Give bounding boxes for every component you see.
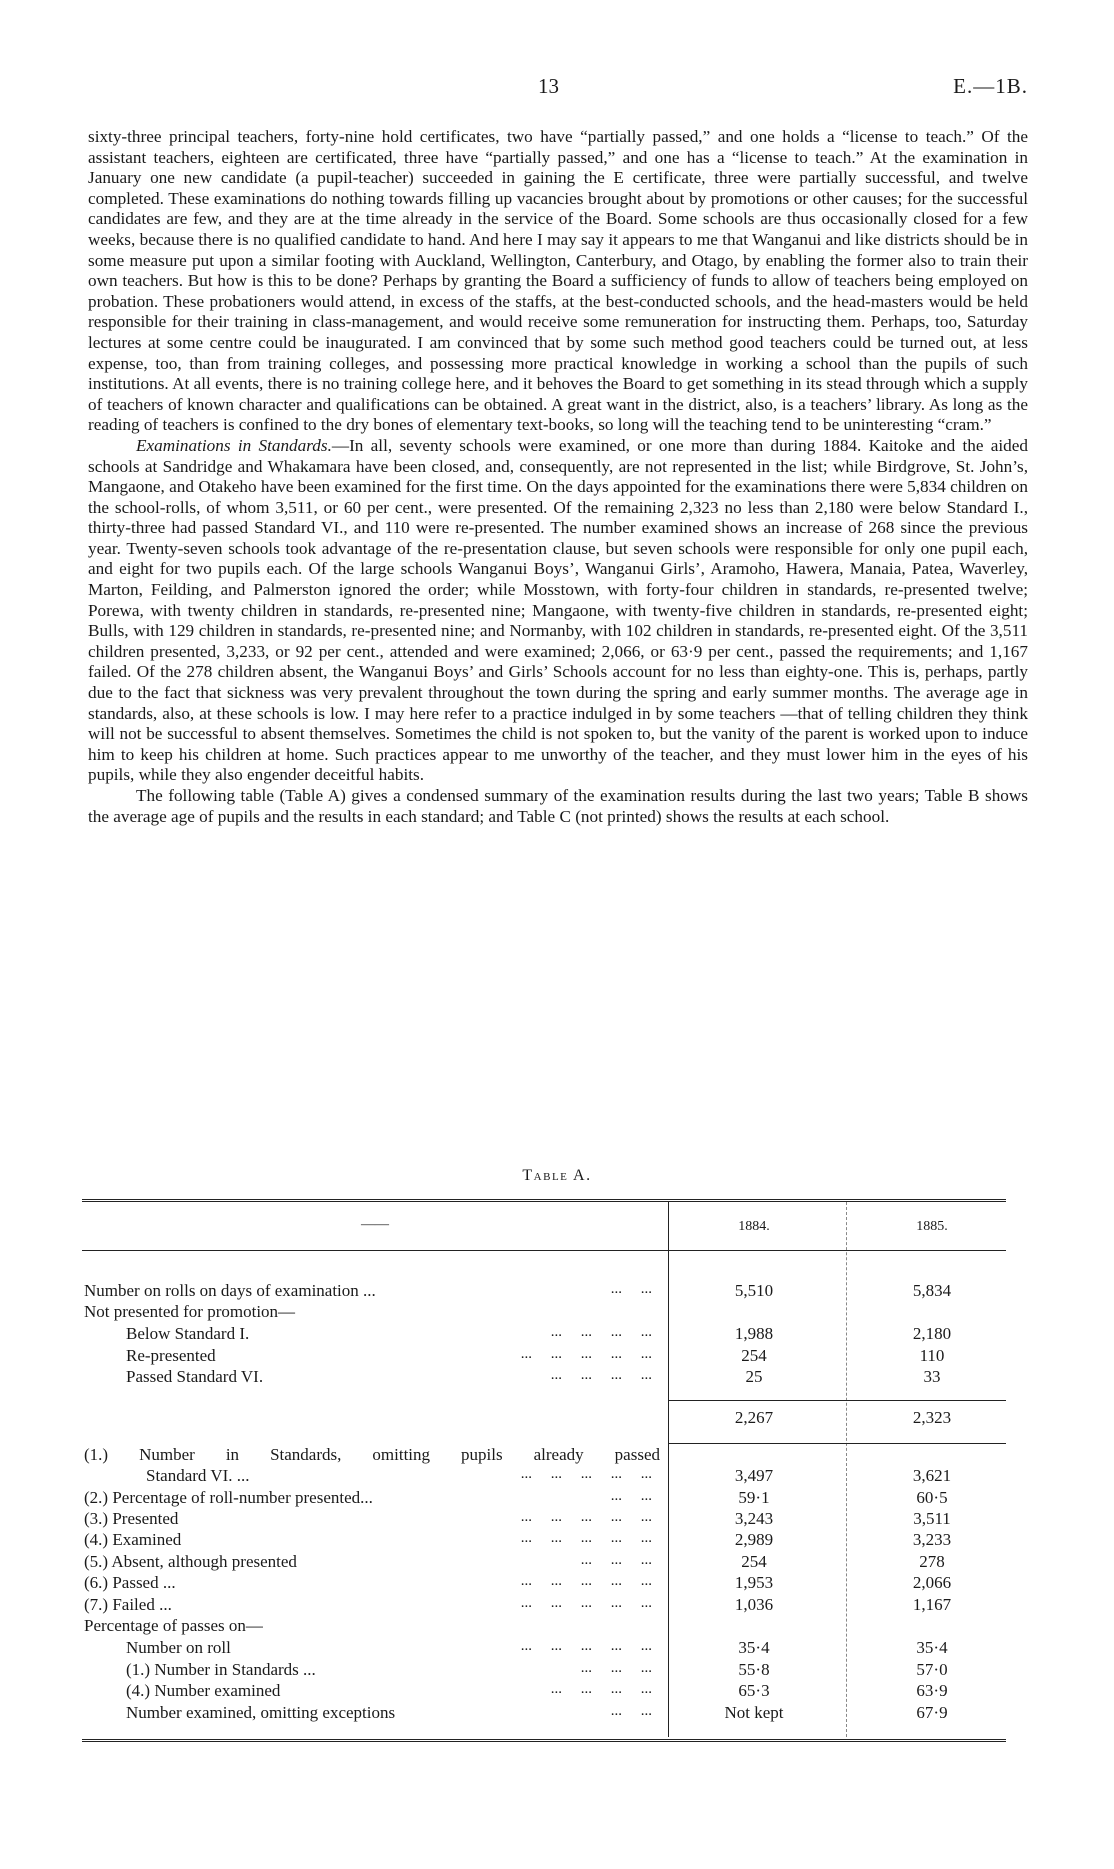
- table-row-label: Not presented for promotion—: [84, 1302, 296, 1321]
- table-row-label: (4.) Examined: [84, 1530, 182, 1549]
- table-cell-1885: 2,180: [912, 1324, 952, 1343]
- table-cell-1885: 33: [923, 1367, 941, 1386]
- table-row-label: Number on roll: [126, 1638, 231, 1657]
- table-header-rule: [82, 1250, 1006, 1251]
- table-row-label: (4.) Number examined: [126, 1681, 281, 1700]
- table-row-label: (2.) Percentage of roll-number presented...: [84, 1488, 373, 1507]
- table-cell-1884: 5,510: [734, 1281, 774, 1300]
- table-cell-1885: 3,621: [912, 1466, 952, 1485]
- table-cell-1885: 2,066: [912, 1573, 952, 1592]
- table-row-leader-dots: ... ... ... ... ...: [520, 1530, 652, 1546]
- table-row-label: Below Standard I.: [126, 1324, 250, 1343]
- table-cell-1884: 35·4: [738, 1638, 770, 1657]
- table-cell-1885: 3,233: [912, 1530, 952, 1549]
- table-cell-1884: 254: [741, 1552, 767, 1571]
- table-cell-1884: 3,243: [734, 1509, 774, 1528]
- table-row-leader-dots: ... ... ... ... ...: [520, 1346, 652, 1362]
- paragraph-examinations: [88, 436, 1028, 786]
- table-row-leader-dots: ... ... ... ...: [550, 1367, 652, 1383]
- table-subtotal-rule: [668, 1400, 1006, 1401]
- table-row-leader-dots: ... ... ... ... ...: [520, 1509, 652, 1525]
- table-cell-1885: 3,511: [913, 1509, 951, 1528]
- table-cell-1884: 3,497: [734, 1466, 774, 1485]
- table-bottom-rule: [82, 1739, 1006, 1742]
- table-cell-1885: 1,167: [912, 1595, 952, 1614]
- table-cell-1884: 25: [745, 1367, 763, 1386]
- table-cell-1884: 55·8: [738, 1660, 770, 1679]
- body-text: [88, 127, 1028, 827]
- table-row-label: (1.) Number in Standards ...: [126, 1660, 316, 1679]
- table-caption: Table A.: [522, 1167, 592, 1184]
- table-row-label: (3.) Presented: [84, 1509, 179, 1528]
- table-row-leader-dots: ... ... ...: [580, 1660, 652, 1676]
- table-column-divider: [846, 1202, 847, 1737]
- table-cell-1885: 60·5: [916, 1488, 948, 1507]
- table-cell-1885: 67·9: [916, 1703, 948, 1722]
- table-row-label: Number on rolls on days of examination ...: [84, 1281, 376, 1300]
- table-row-label: (1.) Number in Standards, omitting pupils already passed: [84, 1445, 660, 1464]
- table-subtotal-rule: [668, 1443, 1006, 1444]
- table-cell-1885: 57·0: [916, 1660, 948, 1679]
- paragraph-table-intro: The following table (Table A) gives a condensed summary of the examination results during the last two years; Table B shows the average age of pupils and the results in each standard; and Table C (not printed) shows the results at each school.: [88, 786, 1028, 826]
- table-row-label: Percentage of passes on—: [84, 1616, 263, 1635]
- table-cell-1885: 5,834: [912, 1281, 952, 1300]
- section-heading-examinations: Examinations in Standards.: [136, 435, 332, 455]
- table-row-leader-dots: ... ... ...: [580, 1552, 652, 1568]
- table-row-label: (6.) Passed ...: [84, 1573, 176, 1592]
- table-cell-1884: Not kept: [724, 1703, 784, 1722]
- table-cell-1884: 254: [741, 1346, 767, 1365]
- table-row-label: Passed Standard VI.: [126, 1367, 264, 1386]
- document-reference: E.—1B.: [953, 74, 1028, 98]
- table-cell-1885: 63·9: [916, 1681, 948, 1700]
- table-row-leader-dots: ... ... ... ...: [550, 1681, 652, 1697]
- table-cell-1884: 1,953: [734, 1573, 774, 1592]
- table-stub-header: ——: [361, 1217, 389, 1232]
- table-cell-1885: 110: [919, 1346, 945, 1365]
- paragraph-teachers: sixty-three principal teachers, forty-nine hold certificates, two have “partially passed,” and one holds a “license to teach.” Of the assistant teachers, eighteen are certificated, three have “partially passed,” and one has a “license to teach.” At the examination in January one new candidate (a pupil-teacher) succeeded in gaining the E certificate, three were partially successful, and twelve completed. These examinations do nothing towards filling up vacancies brought about by promotions or other causes; for the successful candidates are few, and they are at the time already in the service of the Board. Some schools are thus occasionally closed for a few weeks, because there is no qualified candidate to hand. And here I may say it appears to me that Wanganui and like districts should be in some measure put upon a similar footing with Auckland, Wellington, Canterbury, and Otago, by enabling the former also to train their own teachers. But how is this to be done? Perhaps by granting the Board a sufficiency of funds to allow of teachers being employed on probation. These probationers would attend, in excess of the staffs, at the best-conducted schools, and the head-masters would be held responsible for their training in class-management, and would receive some remuneration for instructing them. Perhaps, too, Saturday lectures at some centre could be inaugurated. I am convinced that by some such method good teachers could be turned out, at less expense, too, than from training colleges, and possessing more practical knowledge in working a school than the pupils of such institutions. At all events, there is no training college here, and it behoves the Board to get something in its stead through which a supply of teachers of known character and qualifications can be obtained. A great want in the district, also, is a teachers’ library. As long as the reading of teachers is confined to the dry bones of elementary text-books, so long will the teaching tend to be uninteresting “cram.”: [88, 127, 1028, 435]
- table-row-leader-dots: ... ... ... ... ...: [520, 1595, 652, 1611]
- table-row-leader-dots: ... ... ... ... ...: [520, 1573, 652, 1589]
- table-row-label: Re-presented: [126, 1346, 216, 1365]
- table-row-leader-dots: ... ... ... ... ...: [520, 1466, 652, 1482]
- table-cell-1885: 35·4: [916, 1638, 948, 1657]
- table-cell-1884: 1,988: [734, 1324, 774, 1343]
- table-row-label: Standard VI. ...: [146, 1466, 250, 1485]
- page-number: 13: [538, 74, 559, 98]
- table-row-label: (7.) Failed ...: [84, 1595, 172, 1614]
- table-cell-1884: 65·3: [738, 1681, 770, 1700]
- table-cell-1884: 1,036: [734, 1595, 774, 1614]
- table-row-leader-dots: ... ...: [610, 1703, 652, 1719]
- table-cell-1885: 2,323: [912, 1408, 952, 1427]
- table-cell-1885: 278: [919, 1552, 945, 1571]
- table-top-rule: [82, 1199, 1006, 1202]
- page-header: [88, 74, 1028, 104]
- table-row-label: (5.) Absent, although presented: [84, 1552, 297, 1571]
- table-cell-1884: 59·1: [738, 1488, 770, 1507]
- table-header-1885: 1885.: [916, 1219, 948, 1234]
- table-row-leader-dots: ... ... ... ...: [550, 1324, 652, 1340]
- paragraph-examinations-text: —In all, seventy schools were examined, or one more than during 1884. Kaitoke and the aided schools at Sandridge and Whakamara have been closed, and, consequently, are not represented in the list; while Birdgrove, St. John’s, Mangaone, and Otakeho have been examined for the first time. On the days appointed for the examinations there were 5,834 children on the school-rolls, of whom 3,511, or 60 per cent., were presented. Of the remaining 2,323 no less than 2,180 were below Standard I., thirty-three had passed Standard VI., and 110 were re-presented. The number examined shows an increase of 268 since the previous year. Twenty-seven schools took advantage of the re-presentation clause, but seven schools were responsible for only one pupil each, and eight for two pupils each. Of the large schools Wanganui Boys’, Wanganui Girls’, Aramoho, Hawera, Manaia, Patea, Waverley, Marton, Feilding, and Palmerston ignored the order; while Mosstown, with forty-four children in standards, re-presented twelve; Porewa, with twenty children in standards, re-presented nine; Mangaone, with twenty-five children in standards, re-presented eight; Bulls, with 129 children in standards, re-presented nine; and Normanby, with 102 children in standards, re-presented eight. Of the 3,511 children presented, 3,233, or 92 per cent., attended and were examined; 2,066, or 63·9 per cent., passed the requirements; and 1,167 failed. Of the 278 children absent, the Wanganui Boys’ and Girls’ Schools account for no less than eighty-one. This is, perhaps, partly due to the fact that sickness was very prevalent throughout the town during the spring and early summer months. The average age in standards, also, at these schools is low. I may here refer to a practice indulged in by some teachers —that of telling children they think will not be successful to absent themselves. Sometimes the child is not spoken to, but the vanity of the parent is worked upon to induce him to keep his children at home. Such practices appear to me unworthy of the teacher, and they must lower him in the eyes of his pupils, while they also engender deceitful habits.: [88, 435, 1028, 785]
- table-row-leader-dots: ... ...: [610, 1488, 652, 1504]
- table-cell-1884: 2,267: [734, 1408, 774, 1427]
- table-row-label: Number examined, omitting exceptions: [126, 1703, 396, 1722]
- table-header-1884: 1884.: [738, 1219, 770, 1234]
- table-row-leader-dots: ... ... ... ... ...: [520, 1638, 652, 1654]
- table-row-leader-dots: ... ...: [610, 1281, 652, 1297]
- table-column-divider: [668, 1202, 669, 1737]
- table-cell-1884: 2,989: [734, 1530, 774, 1549]
